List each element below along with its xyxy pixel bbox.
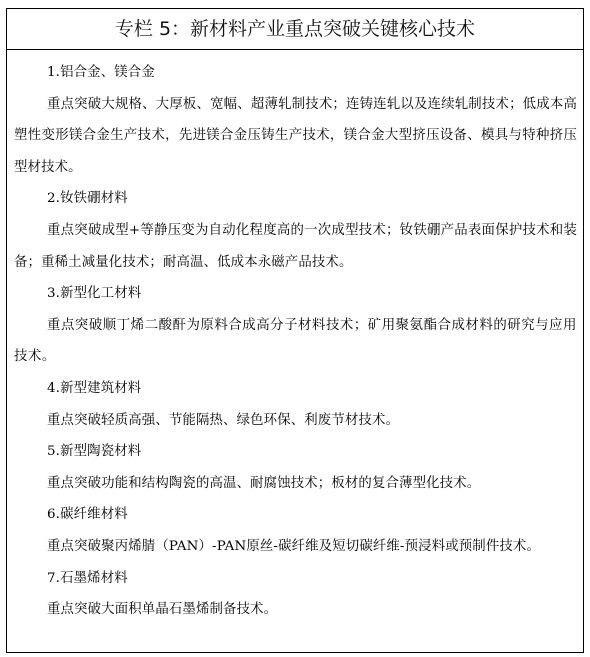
- section-text: 重点突破成型+等静压变为自动化程度高的一次成型技术；钕铁硼产品表面保护技术和装备；重稀土减量化技术；耐高温、低成本永磁产品技术。: [14, 222, 577, 270]
- box-content: [7, 50, 583, 626]
- section-text: 重点突破顺丁烯二酸酐为原料合成高分子材料技术；矿用聚氨酯合成材料的研究与应用技术。: [14, 317, 577, 365]
- box-title: 专栏 5：新材料产业重点突破关键核心技术: [7, 9, 583, 50]
- feature-box: [6, 8, 584, 653]
- section-text: 重点突破功能和结构陶瓷的高温、耐腐蚀技术；板材的复合薄型化技术。: [47, 475, 481, 491]
- section-text: 重点突破大面积单晶石墨烯制备技术。: [47, 602, 278, 618]
- section-heading: 5.新型陶瓷材料: [47, 444, 142, 460]
- section-heading: 6.碳纤维材料: [47, 507, 128, 523]
- section-heading: 1.铝合金、镁合金: [47, 65, 155, 80]
- section-heading: 4.新型建筑材料: [47, 380, 142, 396]
- section-heading: 3.新型化工材料: [47, 286, 142, 302]
- section-text: 重点突破聚丙烯腈（PAN）-PAN原丝-碳纤维及短切碳纤维-预浸料或预制件技术。: [47, 538, 541, 554]
- section-text: 重点突破大规格、大厚板、宽幅、超薄轧制技术；连铸连轧以及连续轧制技术；低成本高塑性变形镁合金生产技术，先进镁合金压铸生产技术，镁合金大型挤压设备、模具与特种挤压型材技术。: [14, 96, 577, 175]
- section-heading: 7.石墨烯材料: [47, 570, 128, 586]
- section-text: 重点突破轻质高强、节能隔热、绿色环保、利废节材技术。: [47, 412, 400, 428]
- section-heading: 2.钕铁硼材料: [47, 191, 128, 207]
